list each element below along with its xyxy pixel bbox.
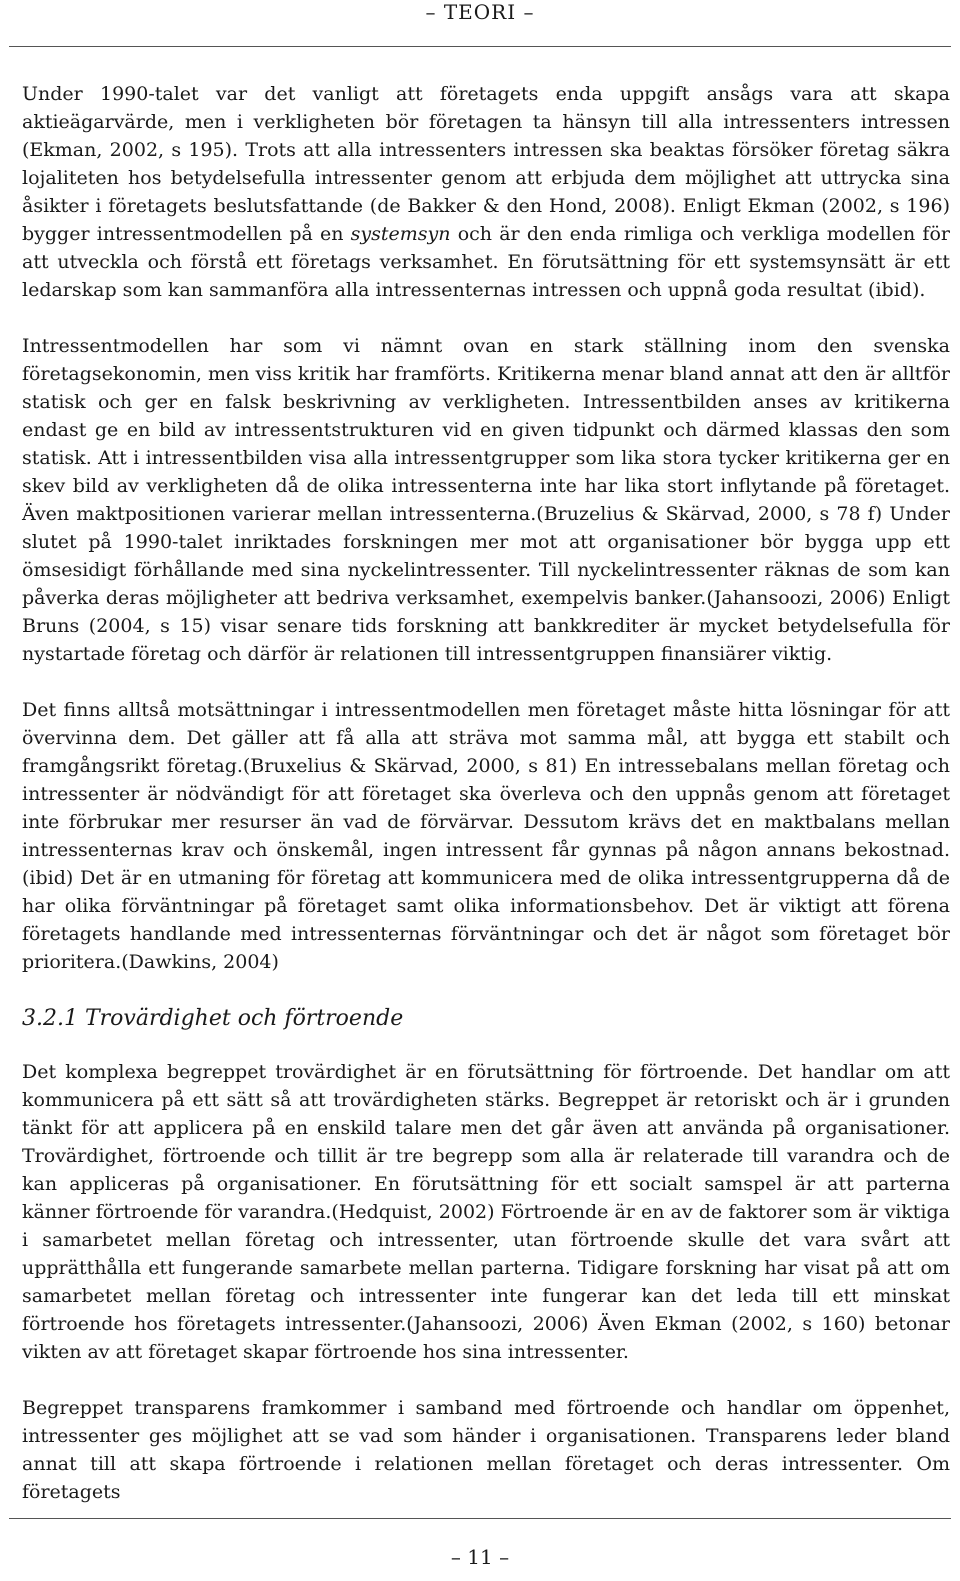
section-heading: 3.2.1 Trovärdighet och förtroende xyxy=(22,1006,404,1031)
paragraph-2: Intressentmodellen har som vi nämnt ovan en stark ställning inom den svenska företagsekonomin, men viss kritik har framförts. Kritikerna menar bland annat att den är alltför statisk och ger en falsk beskrivning av verkligheten. Intressentbilden anses av kritikerna endast ge en bild av intressentstrukturen vid en given tidpunkt och därmed klassas den som statisk. Att i intressentbilden visa alla intressentgrupper som lika stora tycker kritikerna ger en skev bild av verkligheten då de olika intressenterna inte har lika stort inflytande på företaget. Även maktpositionen varierar mellan intressenterna.(Bruzelius & Skärvad, 2000, s 78 f) Under slutet på 1990-talet inriktades forskningen mer mot att organisationer bör bygga upp ett ömsesidigt förhållande med sina nyckelintressenter. Till nyckelintressenter räknas de som kan påverka deras möjligheter att bedriva verksamhet, exempelvis banker.(Jahansoozi, 2006) Enligt Bruns (2004, s 15) visar senare tids forskning att bankkrediter är mycket betydelsefulla för nystartade företag och därför är relationen till intressentgruppen finansiärer viktig. xyxy=(22,335,950,665)
paragraph-1-text-b: och är den enda rimliga och verkliga modellen för att utveckla och förstå ett företags verksamhet. En förutsättning för ett systemsynsätt är ett ledarskap som kan sammanföra alla intressenternas intressen och uppnå goda resultat (ibid). xyxy=(22,223,950,301)
paragraph-1 xyxy=(22,80,950,304)
running-header: – TEORI – xyxy=(425,0,535,24)
paragraph-1-text-a: Under 1990-talet var det vanligt att företagets enda uppgift ansågs vara att skapa aktieägarvärde, men i verkligheten bör företagen ta hänsyn till alla intressenters intressen (Ekman, 2002, s 195). Trots att alla intressenters intressen ska beaktas försöker företag säkra lojaliteten hos betydelsefulla intressenter genom att erbjuda dem möjlighet att uttrycka sina åsikter i företagets beslutsfattande (de Bakker & den Hond, 2008). Enligt Ekman (2002, s 196) bygger intressentmodellen på en xyxy=(22,83,950,245)
header-rule xyxy=(9,46,951,47)
paragraph-4: Det komplexa begreppet trovärdighet är en förutsättning för förtroende. Det handlar om att kommunicera på ett sätt så att trovärdigheten stärks. Begreppet är retoriskt och är i grunden tänkt för att applicera på en enskild talare men det går även att använda på organisationer. Trovärdighet, förtroende och tillit är tre begrepp som alla är relaterade till varandra och de kan appliceras på organisationer. En förutsättning för ett socialt samspel är att parterna känner förtroende för varandra.(Hedquist, 2002) Förtroende är en av de faktorer som är viktiga i samarbetet mellan företag och intressenter, utan förtroende skulle det vara svårt att upprätthålla ett fungerande samarbete mellan parterna. Tidigare forskning har visat på att om samarbetet mellan företag och intressenter inte fungerar kan det leda till ett minskat förtroende hos företagets intressenter.(Jahansoozi, 2006) Även Ekman (2002, s 160) betonar vikten av att företaget skapar förtroende hos sina intressenter. xyxy=(22,1061,950,1363)
paragraph-1-emphasis: systemsyn xyxy=(350,223,451,245)
page-number: – 11 – xyxy=(450,1545,510,1569)
page-body xyxy=(22,80,950,1534)
footer-rule xyxy=(9,1518,951,1519)
paragraph-3: Det finns alltså motsättningar i intressentmodellen men företaget måste hitta lösningar för att övervinna dem. Det gäller att få alla att sträva mot samma mål, att bygga ett stabilt och framgångsrikt företag.(Bruxelius & Skärvad, 2000, s 81) En intressebalans mellan företag och intressenter är nödvändigt för att företaget ska överleva och den uppnås genom att företaget inte förbrukar mer resurser än vad de förvärvar. Dessutom krävs det en maktbalans mellan intressenternas krav och önskemål, ingen intressent får gynnas på någon annans bekostnad.(ibid) Det är en utmaning för företag att kommunicera med de olika intressentgrupperna då de har olika förväntningar på företaget samt olika informationsbehov. Det är viktigt att förena företagets handlande med intressenternas förväntningar och det är något som företaget bör prioritera.(Dawkins, 2004) xyxy=(22,699,950,973)
paragraph-5: Begreppet transparens framkommer i samband med förtroende och handlar om öppenhet, intressenter ges möjlighet att se vad som händer i organisationen. Transparens leder bland annat till att skapa förtroende i relationen mellan företaget och deras intressenter. Om företagets xyxy=(22,1397,950,1503)
